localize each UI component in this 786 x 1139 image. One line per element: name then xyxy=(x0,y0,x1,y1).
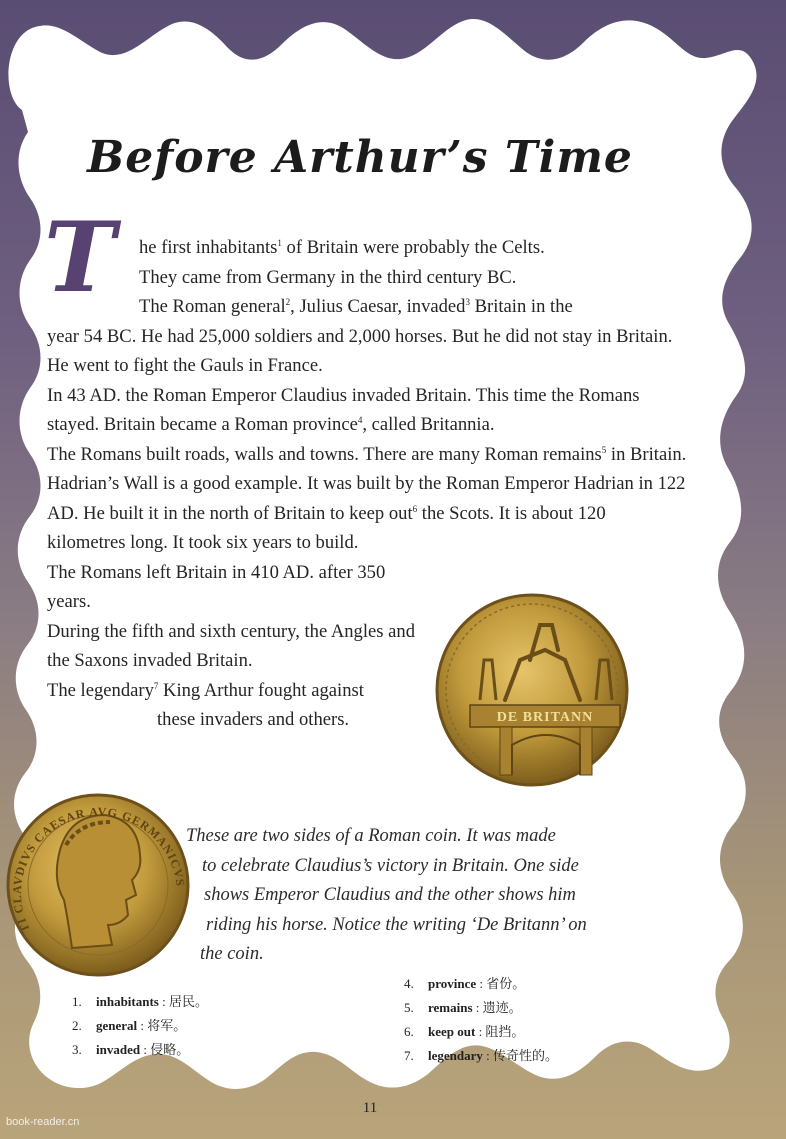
watermark: book-reader.cn xyxy=(6,1116,80,1128)
paragraph-line: he first inhabitants$^1$ of Britain were probably the Celts. xyxy=(139,237,545,258)
coin-reverse-inscription: DE BRITANN xyxy=(496,710,594,725)
paragraph-line: They came from Germany in the third century BC. xyxy=(139,266,517,288)
coin-obverse-image xyxy=(8,795,188,975)
paragraph: During the fifth and sixth century, the Angles and the Saxons invaded Britain. xyxy=(47,620,416,671)
glossary-item: 7. legendary : 传奇性的。 xyxy=(404,1048,559,1063)
paragraph-line: The Roman general$^2$, Julius Caesar, invaded$^3$ Britain in the xyxy=(139,296,573,317)
glossary-right xyxy=(404,972,704,1068)
glossary-item: 1. inhabitants : 居民。 xyxy=(72,994,208,1009)
glossary-item: 6. keep out : 阻挡。 xyxy=(404,1024,525,1039)
glossary-item: 4. province : 省份。 xyxy=(404,976,526,991)
caption-line: the coin. xyxy=(200,944,264,964)
glossary-item: 5. remains : 遗迹。 xyxy=(404,1000,522,1015)
glossary-item: 2. general : 将军。 xyxy=(72,1018,187,1033)
page-title: Before Arthur’s Time xyxy=(87,132,633,183)
caption-line: These are two sides of a Roman coin. It was made xyxy=(186,826,556,846)
caption-line: to celebrate Claudius’s victory in Britain. One side xyxy=(202,855,579,876)
glossary-item: 3. invaded : 侵略。 xyxy=(72,1042,190,1057)
caption-line: shows Emperor Claudius and the other shows him xyxy=(204,885,576,905)
coin-caption xyxy=(186,822,676,970)
page-number: 11 xyxy=(362,1100,378,1116)
paragraph: year 54 BC. He had 25,000 soldiers and 2,000 horses. But he did not stay in Britain. He went to fight the Gauls in France. xyxy=(47,325,673,376)
glossary-left xyxy=(72,990,332,1062)
caption-line: riding his horse. Notice the writing ‘De Britann’ on xyxy=(206,914,587,935)
coin-obverse-inscription-path: TI CLAVDIVS CAESAR AVG GERMANICVS xyxy=(9,804,188,935)
paragraph: The legendary$^7$ King Arthur fought against xyxy=(47,679,364,701)
paragraph: these invaders and others. xyxy=(157,709,350,730)
paragraph: The Romans built roads, walls and towns. There are many Roman remains$^5$ in Britain. Hadrian’s Wall is a good example. It was built by the Roman Emperor Hadrian in 122 AD. He built it in the north of Britain to keep out$^6$ the Scots. It is about 120 kilometres long. It took six years to build. xyxy=(47,443,687,553)
drop-cap: T xyxy=(44,201,116,314)
paragraph: The Romans left Britain in 410 AD. after 350 years. xyxy=(47,561,386,612)
paragraph: In 43 AD. the Roman Emperor Claudius invaded Britain. This time the Romans stayed. Britain became a Roman province$^4$, called Britannia. xyxy=(47,384,640,435)
body-text xyxy=(47,233,687,735)
